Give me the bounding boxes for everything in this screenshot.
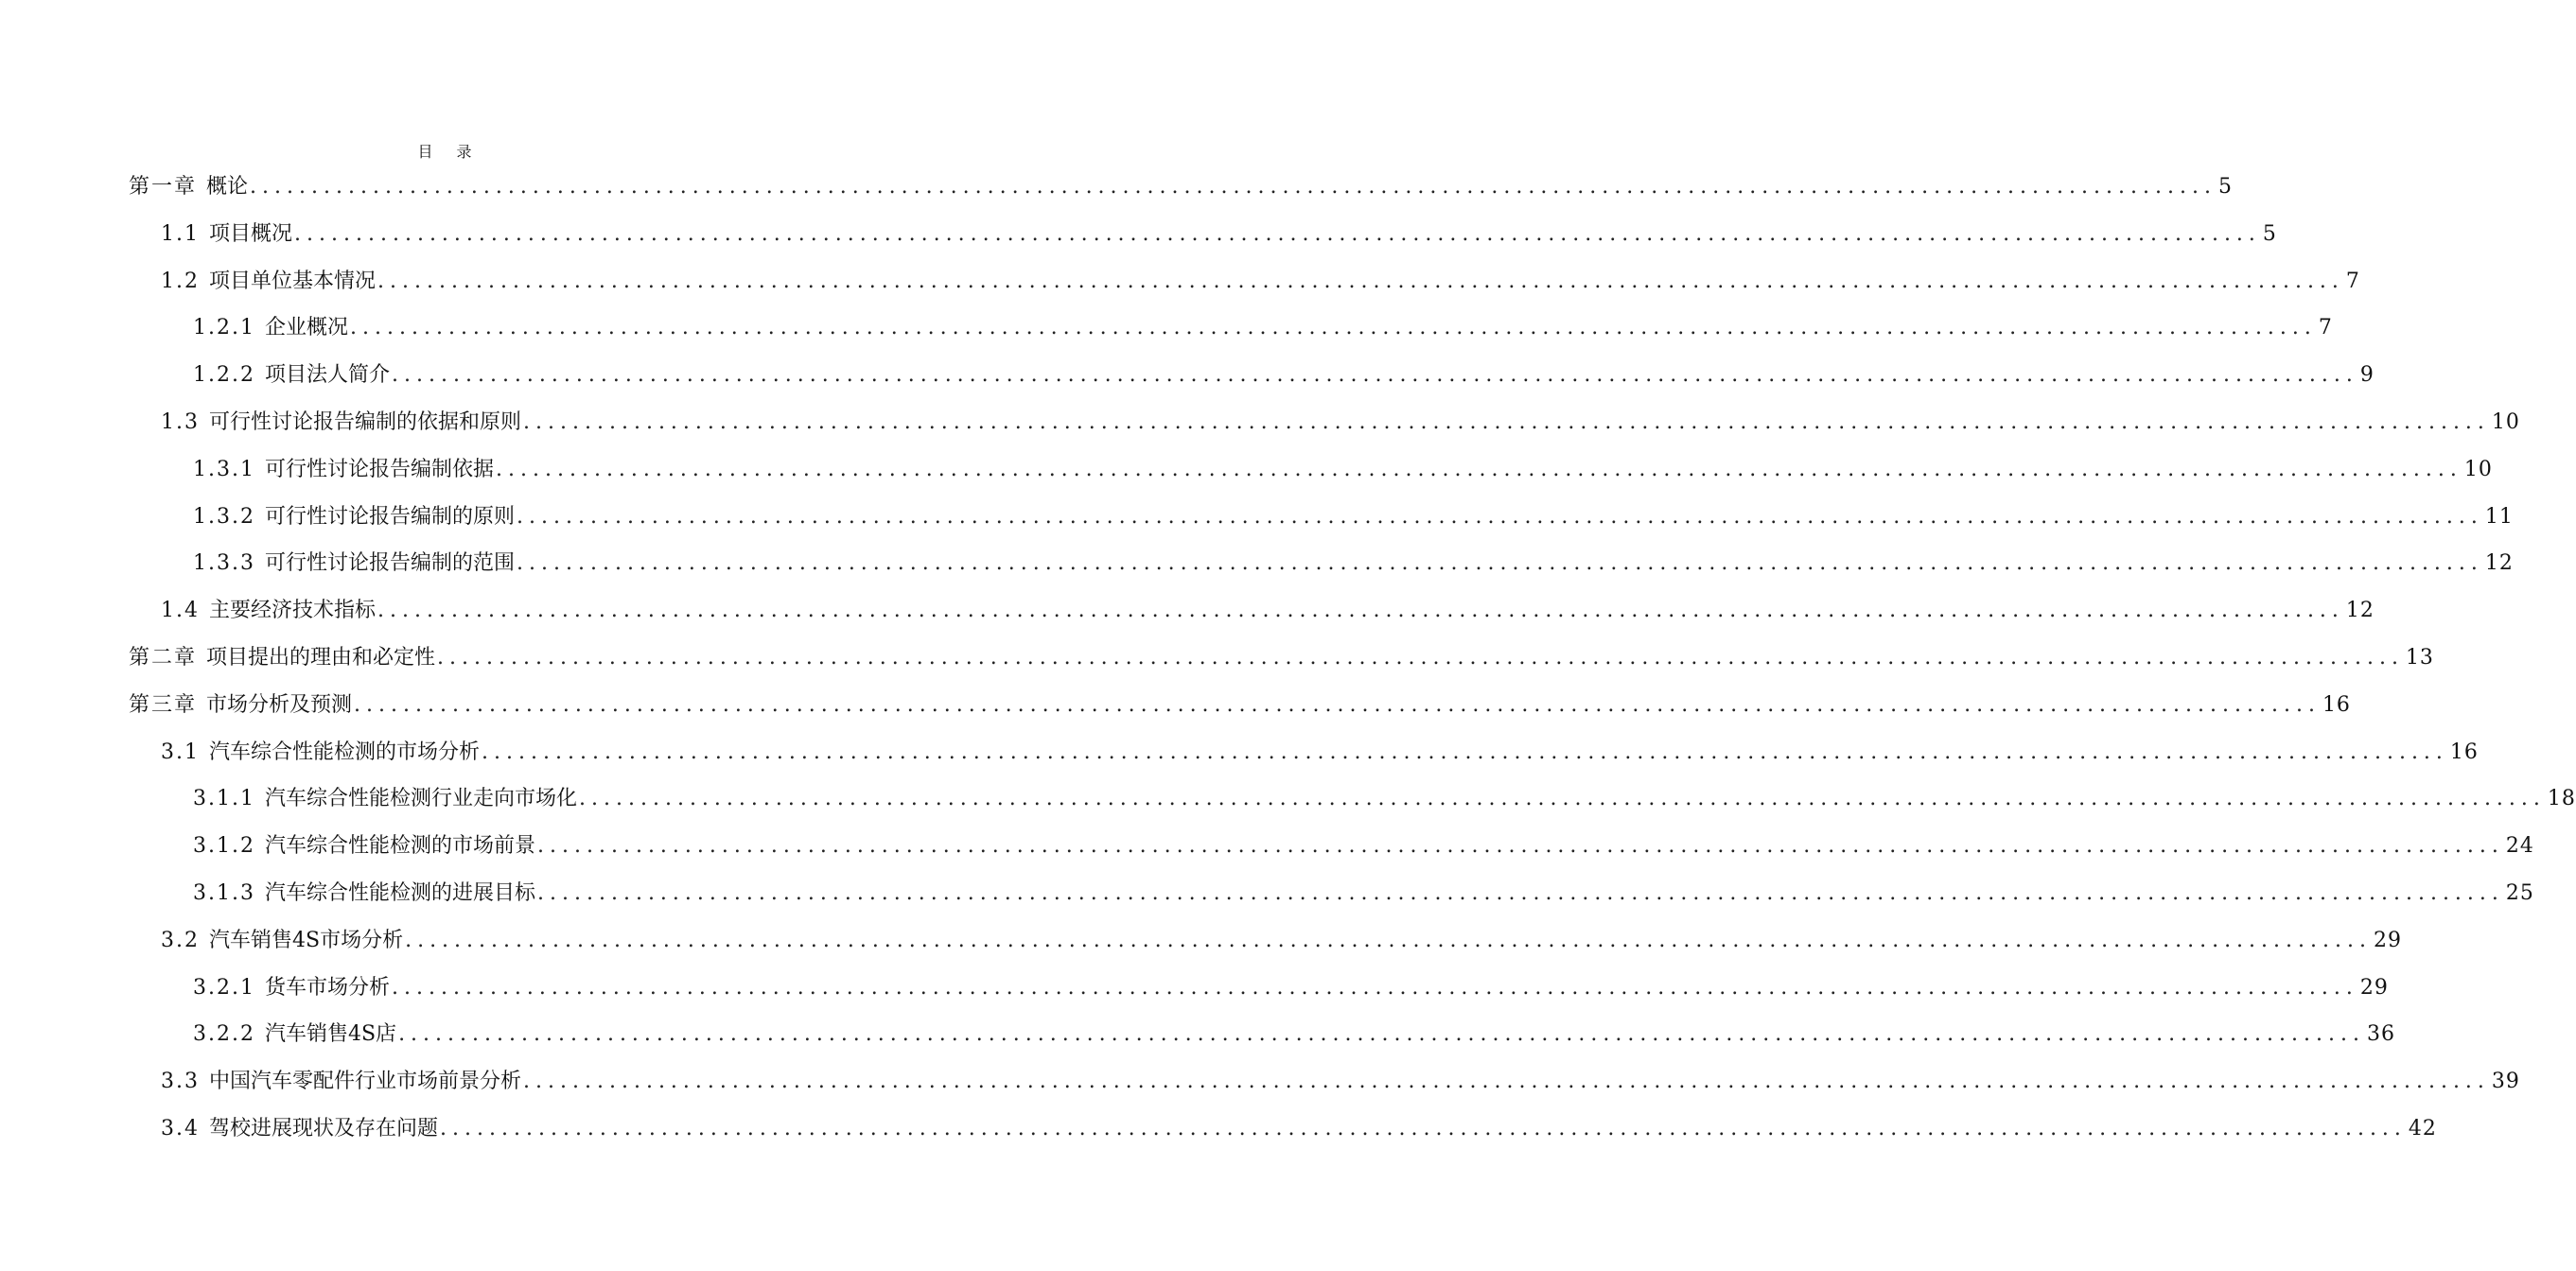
toc-dot-leader: ................................................................................................................................................................ [579,787,2546,811]
toc-entry-number: 3.2.1 [193,975,255,1000]
toc-page-number: 39 [2491,1070,2520,1094]
toc-page-number: 10 [2463,457,2493,481]
toc-page-number: 36 [2366,1022,2395,1047]
toc-page-number: 25 [2505,881,2534,905]
toc-page-number: 5 [2262,221,2277,246]
toc-entry-number: 3.4 [161,1117,200,1140]
toc-entry-text: 企业概况 [264,316,348,340]
toc-page-number: 12 [2484,551,2514,576]
toc-entry[interactable] [193,498,2514,536]
toc-entry-label [161,216,294,253]
toc-entry-number: 3.1.2 [193,834,255,859]
toc-entry-number: 1.2 [161,269,200,293]
toc-page-number: 5 [2217,175,2233,199]
toc-dot-leader: ................................................................................................................................................................ [537,881,2504,905]
toc-entry-text: 汽车销售4S市场分析 [209,928,404,952]
toc-entry-text: 项目单位基本情况 [209,269,377,293]
toc-entry-label [193,827,537,865]
toc-entry-number: 1.3.1 [193,457,255,481]
toc-entry-number: 3.2.2 [193,1022,255,1047]
toc-dot-leader: ................................................................................................................................................................ [440,1117,2407,1140]
toc-entry-text: 汽车综合性能检测的市场前景 [264,834,535,859]
toc-dot-leader: ................................................................................................................................................................ [517,551,2483,576]
toc-page-number: 16 [2449,740,2479,764]
toc-entry[interactable] [161,734,2479,772]
toc-entry-number: 3.2 [161,928,200,952]
toc-page-number: 9 [2359,363,2374,388]
toc-dot-leader: ................................................................................................................................................................ [350,316,2317,340]
toc-entry-number: 3.1.3 [193,881,255,905]
toc-entry-label [193,969,392,1007]
toc-entry-label [161,1063,523,1101]
toc-entry[interactable] [193,545,2514,583]
toc-dot-leader: ................................................................................................................................................................ [294,221,2261,246]
toc-entry[interactable] [193,780,2576,818]
toc-dot-leader: ................................................................................................................................................................ [482,740,2448,764]
toc-entry[interactable] [161,404,2520,442]
toc-entry-text: 汽车综合性能检测的进展目标 [264,881,535,905]
toc-entry-text: 主要经济技术指标 [209,599,377,623]
toc-entry-text: 汽车综合性能检测行业走向市场化 [264,787,577,811]
toc-entry[interactable] [129,168,2233,206]
toc-entry[interactable] [193,827,2534,865]
toc-entry-label [193,875,537,913]
toc-entry-label [193,357,392,394]
toc-entry[interactable] [129,639,2434,677]
toc-entry-label [129,168,250,206]
toc-page-number: 24 [2505,834,2534,859]
toc-page-number: 42 [2408,1117,2437,1140]
toc-entry-label [193,451,496,489]
toc-entry-number: 第二章 [129,646,198,670]
toc-page-number: 29 [2359,975,2389,1000]
toc-entry-text: 驾校进展现状及存在问题 [209,1117,439,1140]
toc-page-number: 16 [2322,692,2351,717]
toc-page-number: 10 [2491,410,2520,434]
toc-entry-text: 货车市场分析 [264,975,390,1000]
toc-entry-text: 可行性讨论报告编制的依据和原则 [209,410,522,434]
toc-entry-label [193,545,517,583]
toc-entry-label [193,780,579,818]
toc-entry-text: 市场分析及预测 [206,692,353,717]
toc-entry[interactable] [129,687,2351,724]
toc-entry-text: 中国汽车零配件行业市场前景分析 [209,1070,522,1094]
toc-entry-text: 项目法人简介 [264,363,390,388]
toc-entry-number: 第三章 [129,692,198,717]
toc-entry-number: 1.2.1 [193,316,255,340]
toc-entry-number: 1.2.2 [193,363,255,388]
toc-dot-leader: ................................................................................................................................................................ [377,269,2344,293]
toc-entry-text: 汽车综合性能检测的市场分析 [209,740,481,764]
toc-entry-text: 项目提出的理由和必定性 [206,646,436,670]
toc-dot-leader: ................................................................................................................................................................ [377,599,2344,623]
toc-dot-leader: ................................................................................................................................................................ [392,363,2358,388]
toc-page-number: 29 [2373,928,2402,952]
toc-entry-label [129,639,437,677]
toc-entry[interactable] [193,1016,2395,1053]
toc-entry-number: 1.4 [161,599,200,623]
toc-entry-number: 1.1 [161,221,200,246]
toc-entry-label [161,734,482,772]
toc-entry-label [161,592,377,630]
toc-entry-text: 项目概况 [209,221,293,246]
toc-entry-number: 第一章 [129,175,198,199]
toc-entry[interactable] [161,1063,2520,1101]
toc-entry[interactable] [193,451,2493,489]
toc-entry-label [161,404,523,442]
toc-page-number: 11 [2484,504,2514,529]
toc-dot-leader: ................................................................................................................................................................ [398,1022,2365,1047]
toc-entry-number: 3.1.1 [193,787,255,811]
toc-dot-leader: ................................................................................................................................................................ [537,834,2504,859]
toc-entry-text: 汽车销售4S店 [264,1022,397,1047]
toc-entry-label [161,922,405,960]
toc-entry-label [161,263,377,301]
toc-entry[interactable] [161,1110,2437,1148]
toc-dot-leader: ................................................................................................................................................................ [437,646,2404,670]
toc-entry-label [193,309,350,347]
toc-dot-leader: ................................................................................................................................................................ [523,1070,2490,1094]
toc-entry-label [193,1016,398,1053]
toc-entry-number: 3.3 [161,1070,200,1094]
toc-page-number: 7 [2318,316,2333,340]
toc-dot-leader: ................................................................................................................................................................ [496,457,2462,481]
toc-entry-text: 可行性讨论报告编制的范围 [264,551,515,576]
toc-dot-leader: ................................................................................................................................................................ [517,504,2483,529]
toc-dot-leader: ................................................................................................................................................................ [250,175,2217,199]
toc-page-number: 7 [2345,269,2360,293]
toc-entry[interactable] [161,216,2277,253]
toc-dot-leader: ................................................................................................................................................................ [523,410,2490,434]
toc-entry[interactable] [161,922,2402,960]
toc-page-number: 12 [2345,599,2374,623]
toc-entry-number: 1.3 [161,410,200,434]
toc-entry-number: 1.3.3 [193,551,255,576]
toc-entry-label [129,687,354,724]
toc-entry-number: 1.3.2 [193,504,255,529]
toc-entry-text: 概论 [206,175,249,199]
toc-entry[interactable] [193,875,2534,913]
toc-page-number: 13 [2405,646,2434,670]
toc-page-number: 18 [2547,787,2576,811]
toc-entry-number: 3.1 [161,740,200,764]
toc-entry-label [161,1110,440,1148]
toc-title: 目 录 [417,143,482,161]
toc-entry-text: 可行性讨论报告编制依据 [264,457,494,481]
toc-entry-label [193,498,517,536]
toc-entry[interactable] [193,309,2333,347]
toc-entry[interactable] [161,263,2360,301]
toc-dot-leader: ................................................................................................................................................................ [405,928,2372,952]
toc-dot-leader: ................................................................................................................................................................ [392,975,2358,1000]
toc-entry[interactable] [161,592,2374,630]
toc-entry[interactable] [193,357,2374,394]
toc-entry[interactable] [193,969,2389,1007]
toc-entry-text: 可行性讨论报告编制的原则 [264,504,515,529]
toc-dot-leader: ................................................................................................................................................................ [354,692,2321,717]
